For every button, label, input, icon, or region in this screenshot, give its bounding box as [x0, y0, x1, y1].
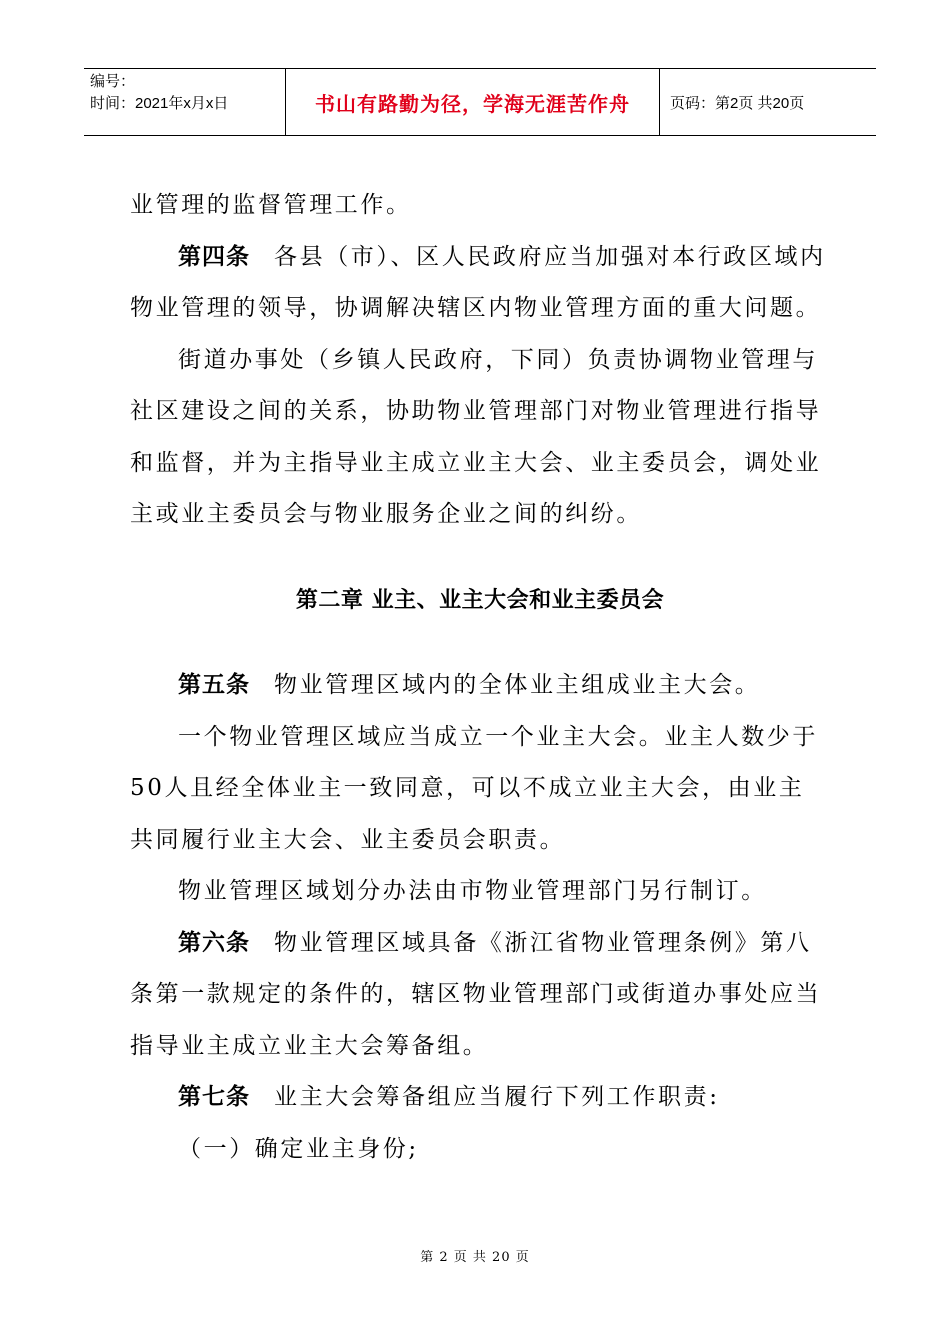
- page-footer: 第 2 页 共 20 页: [420, 1250, 530, 1265]
- header-page-label: 页码：第2页 共20页: [670, 94, 805, 112]
- document-body: [130, 180, 830, 1175]
- header-meta: [84, 69, 286, 135]
- article-title: 第七条: [178, 1084, 250, 1110]
- chapter-heading: 第二章 业主、业主大会和业主委员会: [295, 587, 665, 613]
- paragraph: 业管理的监督管理工作。: [130, 192, 412, 218]
- paragraph: 一个物业管理区域应当成立一个业主大会。业主人数少于50人且经全体业主一致同意，可以不成立业主大会，由业主共同履行业主大会、业主委员会职责。: [130, 723, 818, 853]
- paragraph: 街道办事处（乡镇人民政府，下同）负责协调物业管理与社区建设之间的关系，协助物业管理部门对物业管理进行指导和监督，并为主指导业主成立业主大会、业主委员会，调处业主或业主委员会与物业服务企业之间的纠纷。: [130, 346, 822, 527]
- article-text: 物业管理区域具备《浙江省物业管理条例》第八条第一款规定的条件的，辖区物业管理部门或街道办事处应当指导业主成立业主大会筹备组。: [130, 929, 822, 1059]
- article-text: 物业管理区域内的全体业主组成业主大会。: [274, 672, 761, 698]
- article-5: [130, 660, 830, 712]
- article-4: [130, 232, 830, 335]
- article-title: 第五条: [178, 672, 250, 698]
- article-6: [130, 918, 830, 1073]
- doc-number-label: 编号：: [90, 73, 136, 90]
- list-item: （一）确定业主身份;: [178, 1135, 419, 1162]
- article-title: 第六条: [178, 929, 250, 956]
- page-header: [84, 68, 876, 136]
- article-text: 各县（市）、区人民政府应当加强对本行政区域内物业管理的领导，协调解决辖区内物业管理方面的重大问题。: [130, 243, 826, 321]
- header-motto: 书山有路勤为径，学海无涯苦作舟: [286, 69, 660, 135]
- paragraph: 物业管理区域划分办法由市物业管理部门另行制订。: [178, 878, 767, 904]
- article-7: [130, 1072, 830, 1124]
- article-title: 第四条: [178, 243, 250, 270]
- article-text: 业主大会筹备组应当履行下列工作职责:: [274, 1084, 720, 1110]
- doc-time-label: 时间：2021年x月x日: [90, 95, 229, 112]
